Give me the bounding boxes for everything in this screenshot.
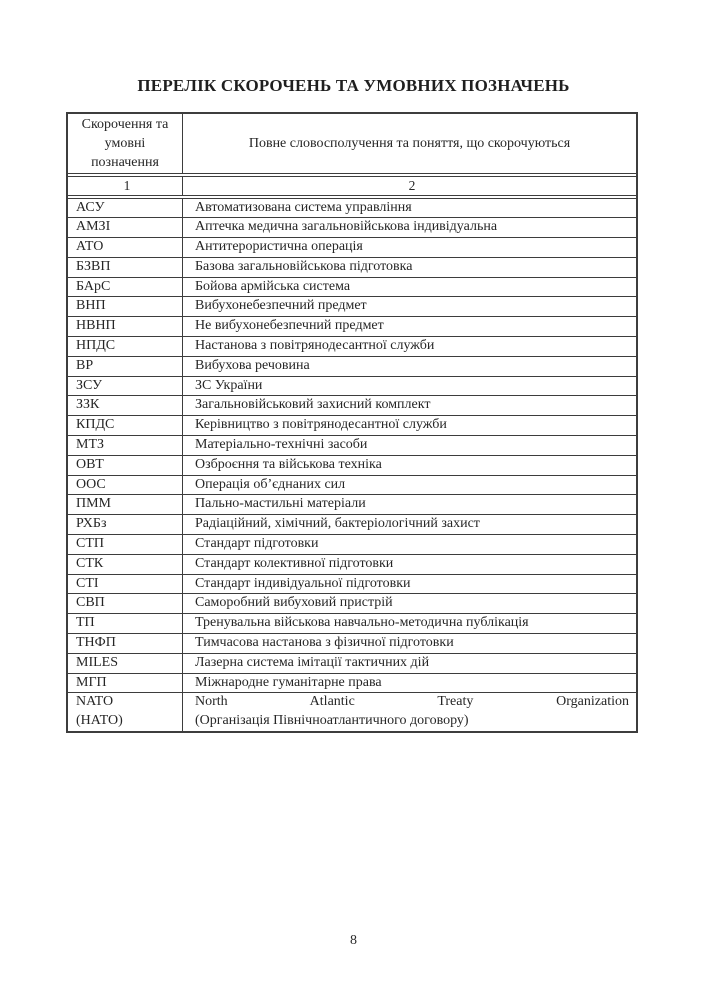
- table-row: [68, 317, 636, 337]
- abbreviation-cell: ЗЗК: [68, 396, 183, 415]
- full-phrase-cell: Саморобний вибуховий пристрій: [195, 595, 393, 611]
- full-phrase-cell: Стандарт колективної підготовки: [195, 555, 394, 571]
- full-phrase-cell: Автоматизована система управління: [195, 199, 412, 215]
- full-phrase-cell: Загальновійськовий захисний комплект: [195, 397, 431, 413]
- abbreviation-cell: ПММ: [68, 495, 183, 514]
- page-title: ПЕРЕЛІК СКОРОЧЕНЬ ТА УМОВНИХ ПОЗНАЧЕНЬ: [137, 76, 570, 95]
- table-row: [68, 416, 636, 436]
- abbreviation-cell: ООС: [68, 476, 183, 495]
- full-phrase-cell: Озброєння та військова техніка: [195, 456, 382, 472]
- table-header-row: [68, 114, 636, 177]
- table-row: [68, 436, 636, 456]
- full-phrase-cell: Пально-мастильні матеріали: [195, 496, 366, 512]
- table-column-index-row: [68, 177, 636, 199]
- abbreviations-table: [66, 112, 638, 733]
- abbreviation-cell: НПДС: [68, 337, 183, 356]
- table-row: [68, 218, 636, 238]
- full-phrase-cell: ЗС України: [195, 377, 263, 393]
- table-row: [68, 594, 636, 614]
- table-row: [68, 575, 636, 595]
- full-phrase-cell: Стандарт підготовки: [195, 536, 319, 552]
- full-phrase-cell: Настанова з повітрянодесантної служби: [195, 338, 435, 354]
- table-row: [68, 535, 636, 555]
- abbreviation-cell: БЗВП: [68, 258, 183, 277]
- abbreviation-cell: АТО: [68, 238, 183, 257]
- page-number: 8: [350, 933, 357, 948]
- table-row: [68, 377, 636, 397]
- column-index-1: 1: [68, 177, 183, 195]
- cell-text-line: (НАТО): [76, 713, 123, 729]
- full-phrase-cell: Лазерна система імітації тактичних дій: [195, 654, 430, 670]
- abbreviation-cell: СТК: [68, 555, 183, 574]
- abbreviation-cell: ТП: [68, 614, 183, 633]
- full-phrase-cell: Не вибухонебезпечний предмет: [195, 318, 384, 334]
- abbreviation-cell: СТІ: [68, 575, 183, 594]
- table-row: [68, 199, 636, 219]
- full-phrase-cell: Базова загальновійськова підготовка: [195, 258, 413, 274]
- table-row: [68, 614, 636, 634]
- table-row: [68, 337, 636, 357]
- full-phrase-cell: Радіаційний, хімічний, бактеріологічний захист: [195, 516, 480, 532]
- full-phrase-cell: Антитерористична операція: [195, 239, 363, 255]
- full-phrase-cell: Матеріально-технічні засоби: [195, 437, 368, 453]
- table-row: [68, 693, 636, 731]
- cell-text-line: (Організація Північноатлантичного договору): [195, 713, 469, 729]
- table-body: [68, 199, 636, 732]
- table-row: [68, 515, 636, 535]
- full-phrase-cell: Аптечка медична загальновійськова індивідуальна: [195, 219, 498, 235]
- abbreviation-cell: НВНП: [68, 317, 183, 336]
- table-row: [68, 297, 636, 317]
- abbreviation-cell: РХБз: [68, 515, 183, 534]
- abbreviation-cell: MILES: [68, 654, 183, 673]
- table-row: [68, 476, 636, 496]
- full-phrase-cell: Тимчасова настанова з фізичної підготовки: [195, 635, 454, 651]
- abbreviation-cell: МТЗ: [68, 436, 183, 455]
- header-abbreviation-column: Скорочення та умовні позначення: [68, 114, 183, 173]
- table-row: [68, 456, 636, 476]
- table-row: [68, 654, 636, 674]
- abbreviation-cell: МГП: [68, 674, 183, 693]
- cell-text-line: North Atlantic Treaty Organization: [195, 694, 629, 710]
- abbreviation-cell: ВР: [68, 357, 183, 376]
- full-phrase-cell: Тренувальна військова навчально-методична публікація: [195, 615, 529, 631]
- full-phrase-cell: Бойова армійська система: [195, 278, 351, 294]
- full-phrase-cell: [183, 693, 636, 731]
- table-row: [68, 555, 636, 575]
- full-phrase-cell: Операція об’єднаних сил: [195, 476, 346, 492]
- abbreviation-cell: АМЗІ: [68, 218, 183, 237]
- abbreviation-cell: КПДС: [68, 416, 183, 435]
- table-row: [68, 634, 636, 654]
- abbreviation-cell: ВНП: [68, 297, 183, 316]
- full-phrase-cell: Стандарт індивідуальної підготовки: [195, 575, 411, 591]
- column-index-2: 2: [408, 178, 416, 193]
- abbreviation-cell: СТП: [68, 535, 183, 554]
- full-phrase-cell: Вибухонебезпечний предмет: [195, 298, 367, 314]
- table-row: [68, 278, 636, 298]
- abbreviation-cell: БАрС: [68, 278, 183, 297]
- cell-text-line: NATO: [76, 694, 114, 710]
- abbreviation-cell: ОВТ: [68, 456, 183, 475]
- abbreviation-cell: ТНФП: [68, 634, 183, 653]
- abbreviation-cell: [68, 693, 183, 731]
- header-full-phrase-column: Повне словосполучення та поняття, що скорочуються: [248, 136, 571, 151]
- table-row: [68, 258, 636, 278]
- full-phrase-cell: Керівництво з повітрянодесантної служби: [195, 417, 447, 433]
- table-row: [68, 396, 636, 416]
- table-row: [68, 238, 636, 258]
- table-row: [68, 357, 636, 377]
- abbreviation-cell: СВП: [68, 594, 183, 613]
- table-row: [68, 495, 636, 515]
- table-row: [68, 674, 636, 694]
- abbreviation-cell: ЗСУ: [68, 377, 183, 396]
- full-phrase-cell: Вибухова речовина: [195, 357, 310, 373]
- full-phrase-cell: Міжнародне гуманітарне права: [195, 674, 382, 690]
- abbreviation-cell: АСУ: [68, 199, 183, 218]
